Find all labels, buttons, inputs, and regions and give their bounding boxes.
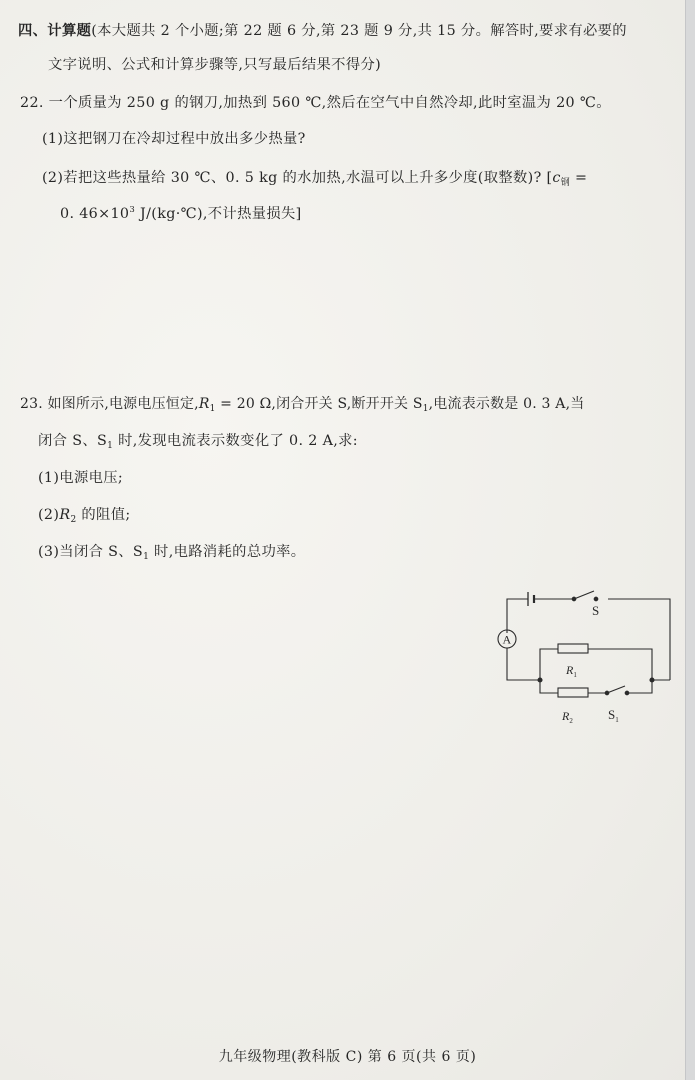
q23-part1: (1)电源电压; (38, 470, 124, 486)
q23-stem-cont: 闭合 S、$S_1$ 时,发现电流表示数变化了 0. 2 A,求: (38, 433, 358, 451)
ammeter-label: A (502, 632, 512, 647)
section-intro: (本大题共 2 个小题;第 22 题 6 分,第 23 题 9 分,共 15 分。解答时,要求有必要的 (91, 23, 627, 39)
resistor-r1 (558, 644, 588, 653)
ammeter (498, 630, 516, 648)
section-header (18, 20, 627, 40)
r1-label: $R_1$ (566, 663, 577, 679)
q22-part2-cont: 0. $46\times 10^3$ J/(kg·℃),不计热量损失] (60, 205, 302, 222)
wire-branch-r1-right (588, 649, 652, 680)
junction-left (538, 678, 542, 682)
switch-s1 (605, 686, 629, 695)
scan-edge (685, 0, 695, 1080)
q23-stem: 23. 如图所示,电源电压恒定$,R_1 = 20$ Ω,闭合开关 S,断开开关 $S_1$,电流表示数是 0. 3 A,当 (20, 396, 585, 414)
wire-branch-r2-left (540, 680, 558, 693)
junction-right (650, 678, 654, 682)
q23-part3: (3)当闭合 S、$S_1$ 时,电路消耗的总功率。 (38, 544, 306, 562)
wire-branch-r1-left (540, 649, 558, 680)
wire-left-bottom (507, 648, 540, 680)
resistor-r2 (558, 688, 588, 697)
q22-stem: 22. 一个质量为 250 g 的钢刀,加热到 560 ℃,然后在空气中自然冷却,此时室温为 20 ℃。 (20, 95, 611, 111)
q22-part1: (1)这把钢刀在冷却过程中放出多少热量? (42, 131, 306, 147)
wire-top-left (507, 599, 528, 633)
wire-top-right (608, 599, 670, 680)
switch-s-label: S (592, 603, 600, 618)
q22-part2: (2)若把这些热量给 30 ℃、0. 5 kg 的水加热,水温可以上升多少度(取整数)? [$c_钢$ = (42, 170, 588, 188)
switch-s (572, 591, 598, 601)
q23-part2: $(2)R_2$ 的阻值; (38, 507, 131, 525)
page-footer: 九年级物理(教科版 C) 第 6 页(共 6 页) (218, 1049, 477, 1065)
r2-label: $R_2$ (562, 709, 573, 725)
specific-heat-symbol: c (552, 170, 561, 186)
section-title: 四、计算题 (18, 23, 92, 39)
wire-branch-r2-right (629, 680, 652, 693)
circuit-diagram (490, 585, 680, 730)
section-intro-cont: 文字说明、公式和计算步骤等,只写最后结果不得分) (48, 57, 382, 73)
s1-label: $S_1$ (608, 707, 619, 724)
